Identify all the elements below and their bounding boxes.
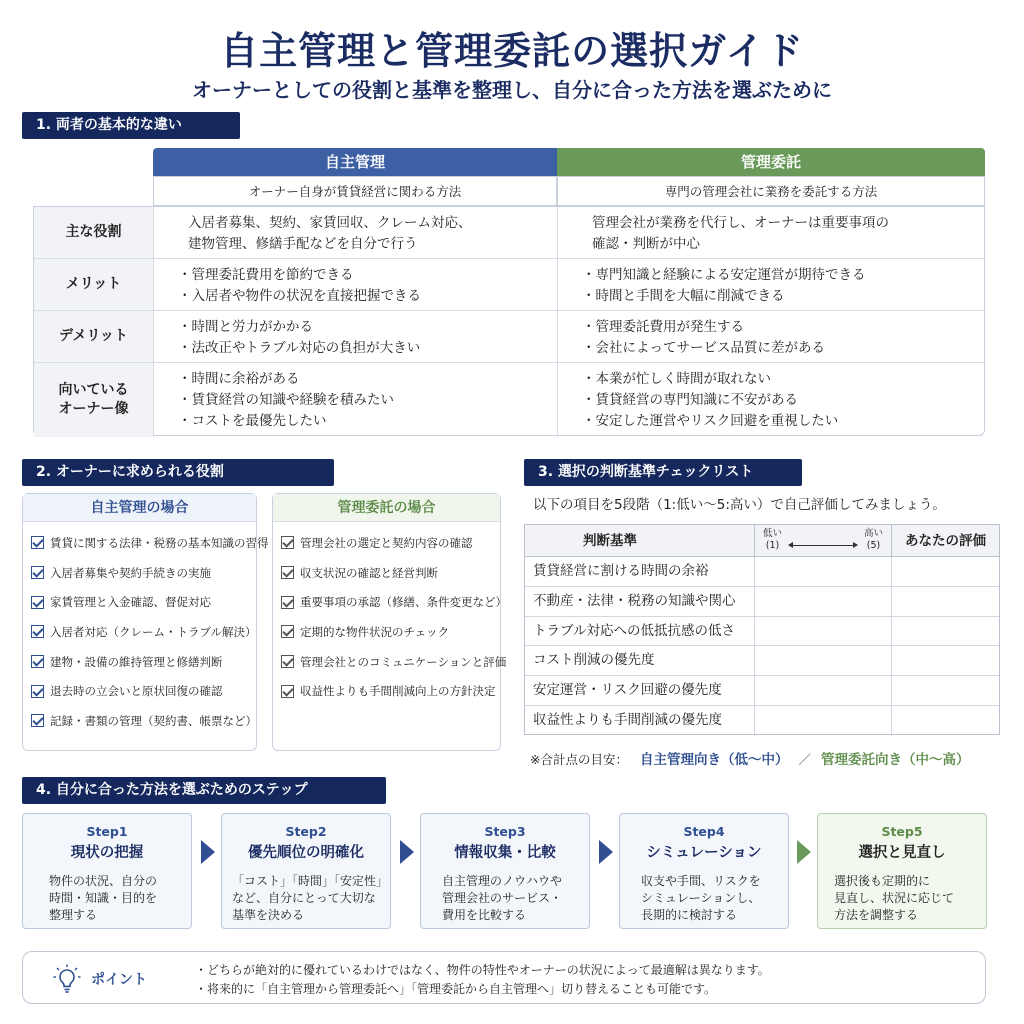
score-guide-note [530,748,970,768]
checkbox-icon [31,536,44,549]
cell-line: 確認・判断が中心 [592,236,700,252]
role-card-self-management [22,493,269,751]
row-cell-a [154,259,558,310]
scale-cell[interactable] [755,557,892,586]
arrow-right-icon [400,840,414,864]
role-card-management-consignment [272,493,507,751]
list-item-label: 家賃管理と入金確認、督促対応 [50,595,211,610]
cell-line: ・時間と手間を大幅に削減できる [582,288,785,304]
scale-high [864,528,883,552]
list-item-label: 記録・書類の管理（契約書、帳票など） [50,713,257,728]
list-item-label: 入居者募集や契約手続きの実施 [50,565,211,580]
cell-line: ・会社によってサービス品質に差がある [582,340,825,356]
comparison-body [33,206,985,436]
list-item-label: 定期的な物件状況のチェック [300,624,450,639]
checkbox-icon [281,596,294,609]
scale-cell[interactable] [755,646,892,675]
row-cell-a [154,311,558,362]
row-cell-a [154,363,558,437]
cell-line: ・専門知識と経験による安定運営が期待できる [582,267,866,283]
criteria-label: 不動産・法律・税務の知識や関心 [525,587,755,616]
cell-line: ・入居者や物件の状況を直接把握できる [178,288,421,304]
checklist-intro: 以下の項目を5段階（1:低い〜5:高い）で自己評価してみましょう。 [533,497,946,513]
point-line: ・将来的に「自主管理から管理委託へ」「管理委託から自主管理へ」切り替えることも可能です。 [195,982,717,996]
row-label-line: 向いている [58,382,129,399]
point-line: ・どちらが絶対的に優れているわけではなく、物件の特性やオーナーの状況によって最適解は異なります。 [195,963,770,977]
role-card-title: 自主管理の場合 [23,494,256,522]
list-item [281,647,507,677]
list-item [281,617,500,647]
section-4-heading: 4. 自分に合った方法を選ぶためのステップ [22,777,386,804]
col-header-management-consignment: 管理委託 [557,148,985,176]
scale-low-label: 低い [763,528,783,539]
step-title: 優先順位の明確化 [248,845,364,861]
point-label: ポイント [91,972,147,988]
checkbox-icon [281,566,294,579]
table-row [525,587,999,617]
cell-line: ・コストを最優先したい [178,413,327,429]
step-desc: 「コスト」「時間」「安定性」 など、自分にとって大切な 基準を決める [232,874,389,922]
arrow-right-icon [797,840,811,864]
cell-line: ・本業が忙しく時間が取れない [582,371,771,387]
list-item [281,587,507,617]
arrow-right-icon [599,840,613,864]
cell-line: ・安定した運営やリスク回避を重視したい [582,413,839,429]
list-item-label: 退去時の立会いと原状回復の確認 [50,684,223,699]
scale-low [763,528,782,552]
checkbox-icon [31,655,44,668]
list-item [281,558,500,588]
col-header-self-management: 自主管理 [153,148,557,176]
list-item [31,706,256,736]
cell-line: ・管理委託費用が発生する [582,319,744,335]
list-item-label: 収益性よりも手間削減向上の方針決定 [300,684,496,699]
list-item [281,676,500,706]
step-number: Step4 [683,824,725,839]
scale-low-value: (1) [765,540,780,551]
row-label: デメリット [34,311,154,362]
note-self-management: 自主管理向き（低〜中） [639,752,789,768]
list-item [31,676,256,706]
note-prefix: ※合計点の目安： [530,752,628,767]
step-number: Step2 [285,824,327,839]
criteria-label: トラブル対応への低抵抗感の低さ [525,617,755,646]
cell-line: ・賃貸経営の知識や経験を積みたい [178,392,394,408]
col-header-your-evaluation: あなたの評価 [905,533,986,549]
point-box [22,951,986,1004]
row-cell-b [558,363,984,437]
col-desc-management-consignment: 専門の管理会社に業務を委託する方法 [557,176,985,206]
list-item [31,558,256,588]
list-item-label: 重要事項の承認（修繕、条件変更など） [300,595,507,610]
scale-high-label: 高い [863,528,883,539]
row-label: 主な役割 [34,207,154,258]
step-card [22,813,192,929]
step-title: 情報収集・比較 [454,845,556,861]
cell-line: ・法改正やトラブル対応の負担が大きい [178,340,421,356]
table-row [525,557,999,587]
list-item-label: 収支状況の確認と経営判断 [300,565,438,580]
table-row [525,617,999,647]
col-desc-self-management: オーナー自身が賃貸経営に関わる方法 [153,176,557,206]
step-card [221,813,391,929]
checkbox-icon [31,625,44,638]
table-row [525,646,999,676]
cell-line: ・管理委託費用を節約できる [178,267,354,283]
row-cell-a [154,207,558,258]
step-card [817,813,987,929]
list-item-label: 管理会社とのコミュニケーションと評価 [300,654,507,669]
scale-cell[interactable] [755,676,892,705]
cell-line: 入居者募集、契約、家賃回収、クレーム対応、 [188,215,472,231]
scale-cell[interactable] [755,617,892,646]
step-number: Step5 [881,824,923,839]
step-title: 現状の把握 [70,845,144,861]
criteria-label: 賃貸経営に割ける時間の余裕 [525,557,755,586]
checklist-header [525,525,999,557]
page-title: 自主管理と管理委託の選択ガイド [220,29,804,73]
row-cell-b [558,311,984,362]
list-item [31,647,256,677]
page-subtitle: オーナーとしての役割と基準を整理し、自分に合った方法を選ぶために [192,78,832,102]
checkbox-icon [31,685,44,698]
cell-line: ・時間に余裕がある [178,371,300,387]
table-row [525,676,999,706]
cell-line: 管理会社が業務を代行し、オーナーは重要事項の [592,215,889,231]
list-item-label: 賃貸に関する法律・税務の基本知識の習得 [50,535,269,550]
list-item [281,528,500,558]
step-card [619,813,789,929]
cell-line: ・賃貸経営の専門知識に不安がある [582,392,798,408]
col-header-scale [755,525,892,557]
role-card-title: 管理委託の場合 [273,494,500,522]
row-label: メリット [34,259,154,310]
criteria-label: コスト削減の優先度 [525,646,755,675]
row-cell-b [558,207,984,258]
section-2-heading: 2. オーナーに求められる役割 [22,459,334,486]
row-label-line: オーナー像 [58,401,129,417]
table-row [34,207,984,259]
section-3-heading: 3. 選択の判断基準チェックリスト [524,459,802,486]
double-arrow-icon [789,545,857,546]
row-label [34,363,154,437]
table-row [34,311,984,363]
checkbox-icon [281,536,294,549]
step-title: 選択と見直し [858,845,946,861]
checklist-table [524,524,1000,735]
criteria-label: 収益性よりも手間削減の優先度 [525,706,755,736]
list-item [31,587,256,617]
table-row [525,706,999,736]
scale-high-value: (5) [866,540,881,551]
comparison-table [33,148,985,436]
step-title: シミュレーション [646,845,762,861]
step-number: Step3 [484,824,526,839]
step-desc: 収支や手間、リスクを シミュレーションし、 長期的に検討する [641,874,761,922]
criteria-label: 安定運営・リスク回避の優先度 [525,676,755,705]
checkbox-icon [281,625,294,638]
list-item-label: 管理会社の選定と契約内容の確認 [300,535,473,550]
step-card [420,813,590,929]
scale-cell[interactable] [755,706,892,736]
list-item [31,617,256,647]
note-separator: ／ [798,752,811,767]
step-desc: 選択後も定期的に 見直し、状況に応じて 方法を調整する [834,874,955,922]
section-1-heading: 1. 両者の基本的な違い [22,112,240,139]
step-number: Step1 [86,824,128,839]
checkbox-icon [281,655,294,668]
lightbulb-icon [53,964,81,994]
checkbox-icon [281,685,294,698]
table-row [34,259,984,311]
point-text [195,961,770,999]
step-desc: 自主管理のノウハウや 管理会社のサービス・ 費用を比較する [442,874,563,922]
checkbox-icon [31,566,44,579]
checkbox-icon [31,596,44,609]
cell-line: ・時間と労力がかかる [178,319,313,335]
list-item-label: 建物・設備の維持管理と修繕判断 [50,654,223,669]
checkbox-icon [31,714,44,727]
scale-cell[interactable] [755,587,892,616]
cell-line: 建物管理、修繕手配などを自分で行う [188,236,418,252]
list-item [31,528,269,558]
step-desc: 物件の状況、自分の 時間・知識・目的を 整理する [49,874,158,922]
row-cell-b [558,259,984,310]
arrow-right-icon [201,840,215,864]
table-row [34,363,984,437]
list-item-label: 入居者対応（クレーム・トラブル解決） [50,624,257,639]
note-management-consignment: 管理委託向き（中〜高） [821,752,970,768]
col-header-criteria: 判断基準 [525,525,755,557]
